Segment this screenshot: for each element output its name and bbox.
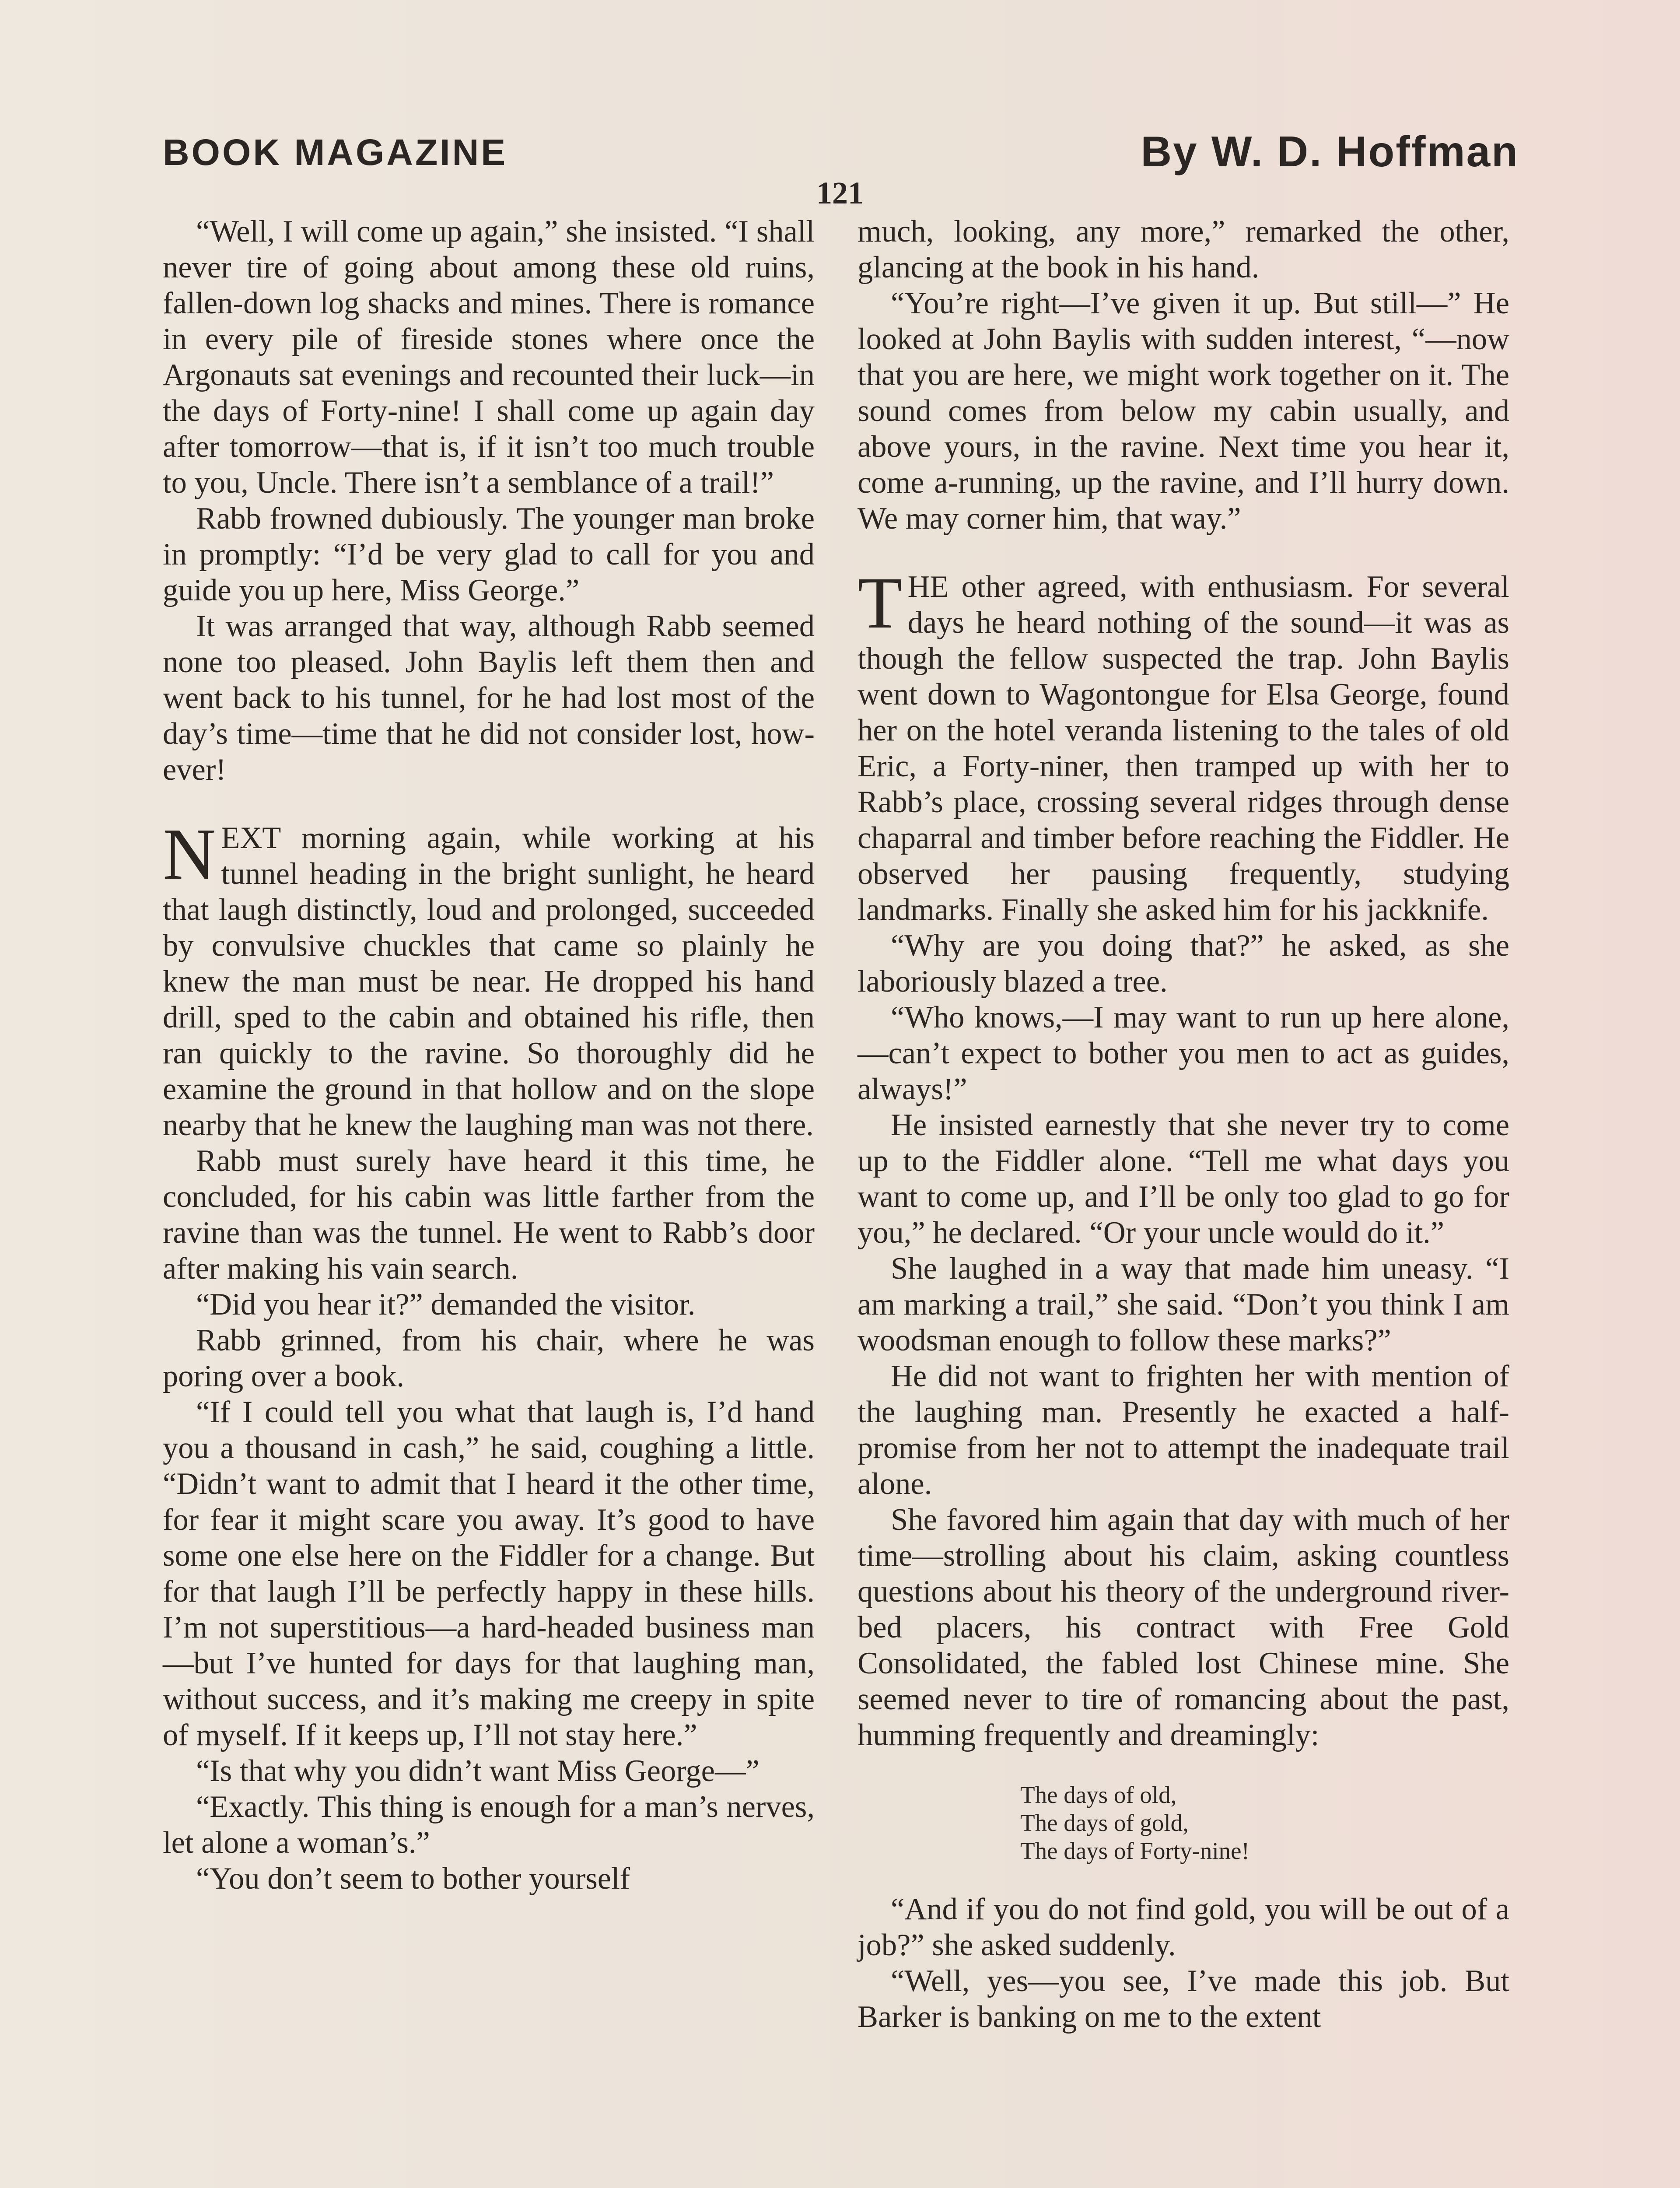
magazine-title: BOOK MAGAZINE: [163, 132, 508, 173]
paragraph: “Well, yes—you see, I’ve made this job. But Barker is banking on me to the extent: [858, 1964, 1509, 2034]
verse-line: The days of gold,: [1020, 1809, 1189, 1836]
verse-line: The days of old,: [1020, 1781, 1177, 1808]
verse-line: The days of Forty-nine!: [1020, 1837, 1250, 1864]
paragraph: “You don’t seem to bother yourself: [196, 1862, 630, 1896]
paragraph: “Why are you doing that?” he asked, as she laboriously blazed a tree.: [858, 929, 1509, 999]
paragraph: “Who knows,—I may want to run up here alone,—can’t expect to bother you men to act as guides, always!”: [858, 1000, 1509, 1106]
paragraph: Rabb must surely have heard it this time, he concluded, for his cabin was little farther from the ravine than was the tunnel. He went to Rabb’s door after making his vain search.: [163, 1144, 815, 1286]
paragraph: She favored him again that day with much of her time—strolling about his claim, asking countless questions about his theory of the underground river-bed placers, his contract with Free Gold Consolidated, the fabled lost Chinese mine. She seemed never to tire of romancing about the past, humming frequently and dreamingly:: [858, 1503, 1509, 1752]
paragraph: It was arranged that way, although Rabb seemed none too pleased. John Baylis left them then and went back to his tunnel, for he had lost most of the day’s time—time that he did not consider lost, however!: [163, 609, 815, 787]
paragraph: She laughed in a way that made him uneasy. “I am marking a trail,” she said. “Don’t you think I am woodsman enough to follow these marks?”: [858, 1252, 1509, 1357]
section-opening-text: HE other agreed, with enthusiasm. For several days he heard nothing of the sound—it was as though the fellow suspected the trap. John Baylis went down to Wagontongue for Elsa George, found her on the hotel veranda listening to the tales of old Eric, a Forty-niner, then tramped up with her to Rabb’s place, crossing several ridges through dense chaparral and timber before reaching the Fiddler. He observed her pausing frequently, studying landmarks. Finally she asked him for his jackknife.: [858, 570, 1509, 927]
author-byline: By W. D. Hoffman: [1141, 127, 1519, 175]
paragraph: “Well, I will come up again,” she insisted. “I shall never tire of going about among these old ruins, fallen-down log shacks and mines. There is romance in every pile of fireside stones where once the Argonauts sat evenings and recounted their luck—in the days of Forty-nine! I shall come up again day after tomorrow—that is, if it isn’t too much trouble to you, Uncle. There isn’t a semblance of a trail!”: [163, 214, 815, 500]
paragraph: Rabb grinned, from his chair, where he was poring over a book.: [163, 1323, 815, 1393]
continued-paragraph: much, looking, any more,” remarked the other, glancing at the book in his hand.: [858, 214, 1509, 284]
paragraph: “Is that why you didn’t want Miss George—”: [196, 1754, 760, 1788]
section-opening-paragraph: [858, 562, 1509, 928]
paragraph: “Exactly. This thing is enough for a man’s nerves, let alone a woman’s.”: [163, 1790, 815, 1860]
paragraph: He insisted earnestly that she never try to come up to the Fiddler alone. “Tell me what days you want to come up, and I’ll be only too glad to go for you,” he declared. “Or your uncle would do it.”: [858, 1108, 1509, 1250]
paragraph: Rabb frowned dubiously. The younger man broke in promptly: “I’d be very glad to call for you and guide you up here, Miss George.”: [163, 501, 815, 607]
paragraph: “You’re right—I’ve given it up. But still—” He looked at John Baylis with sudden interest, “—now that you are here, we might work together on it. The sound comes from below my cabin usually, and above yours, in the ravine. Next time you hear it, come a-running, up the ravine, and I’ll hurry down. We may corner him, that way.”: [858, 286, 1509, 536]
paragraph: “And if you do not find gold, you will be out of a job?” she asked suddenly.: [858, 1892, 1509, 1962]
paragraph: He did not want to frighten her with mention of the laughing man. Presently he exacted a half-promise from her not to attempt the inadequate trail alone.: [858, 1359, 1509, 1501]
paragraph: “If I could tell you what that laugh is, I’d hand you a thousand in cash,” he said, coughing a little. “Didn’t want to admit that I heard it the other time, for fear it might scare you away. It’s good to have some one else here on the Fiddler for a change. But for that laugh I’ll be perfectly happy in these hills. I’m not superstitious—a hard-headed business man—but I’ve hunted for days for that laughing man, without success, and it’s making me creepy in spite of myself. If it keeps up, I’ll not stay here.”: [163, 1395, 815, 1752]
section-opening-text: EXT morning again, while working at his tunnel heading in the bright sunlight, he heard that laugh distinctly, loud and prolonged, succeeded by convulsive chuckles that came so plainly he knew the man must be near. He dropped his hand drill, sped to the cabin and obtained his rifle, then ran quickly to the ravine. So thoroughly did he examine the ground in that hollow and on the slope nearby that he knew the laughing man was not there.: [163, 821, 815, 1142]
drop-cap: T: [858, 562, 903, 644]
paragraph: “Did you hear it?” demanded the visitor.: [196, 1287, 696, 1322]
song-verse: [1020, 1781, 1509, 1865]
right-column: [858, 214, 1509, 2035]
section-opening-paragraph: [163, 813, 815, 1143]
page-number: 121: [816, 175, 864, 210]
left-column: [163, 214, 815, 1897]
drop-cap: N: [163, 813, 216, 895]
